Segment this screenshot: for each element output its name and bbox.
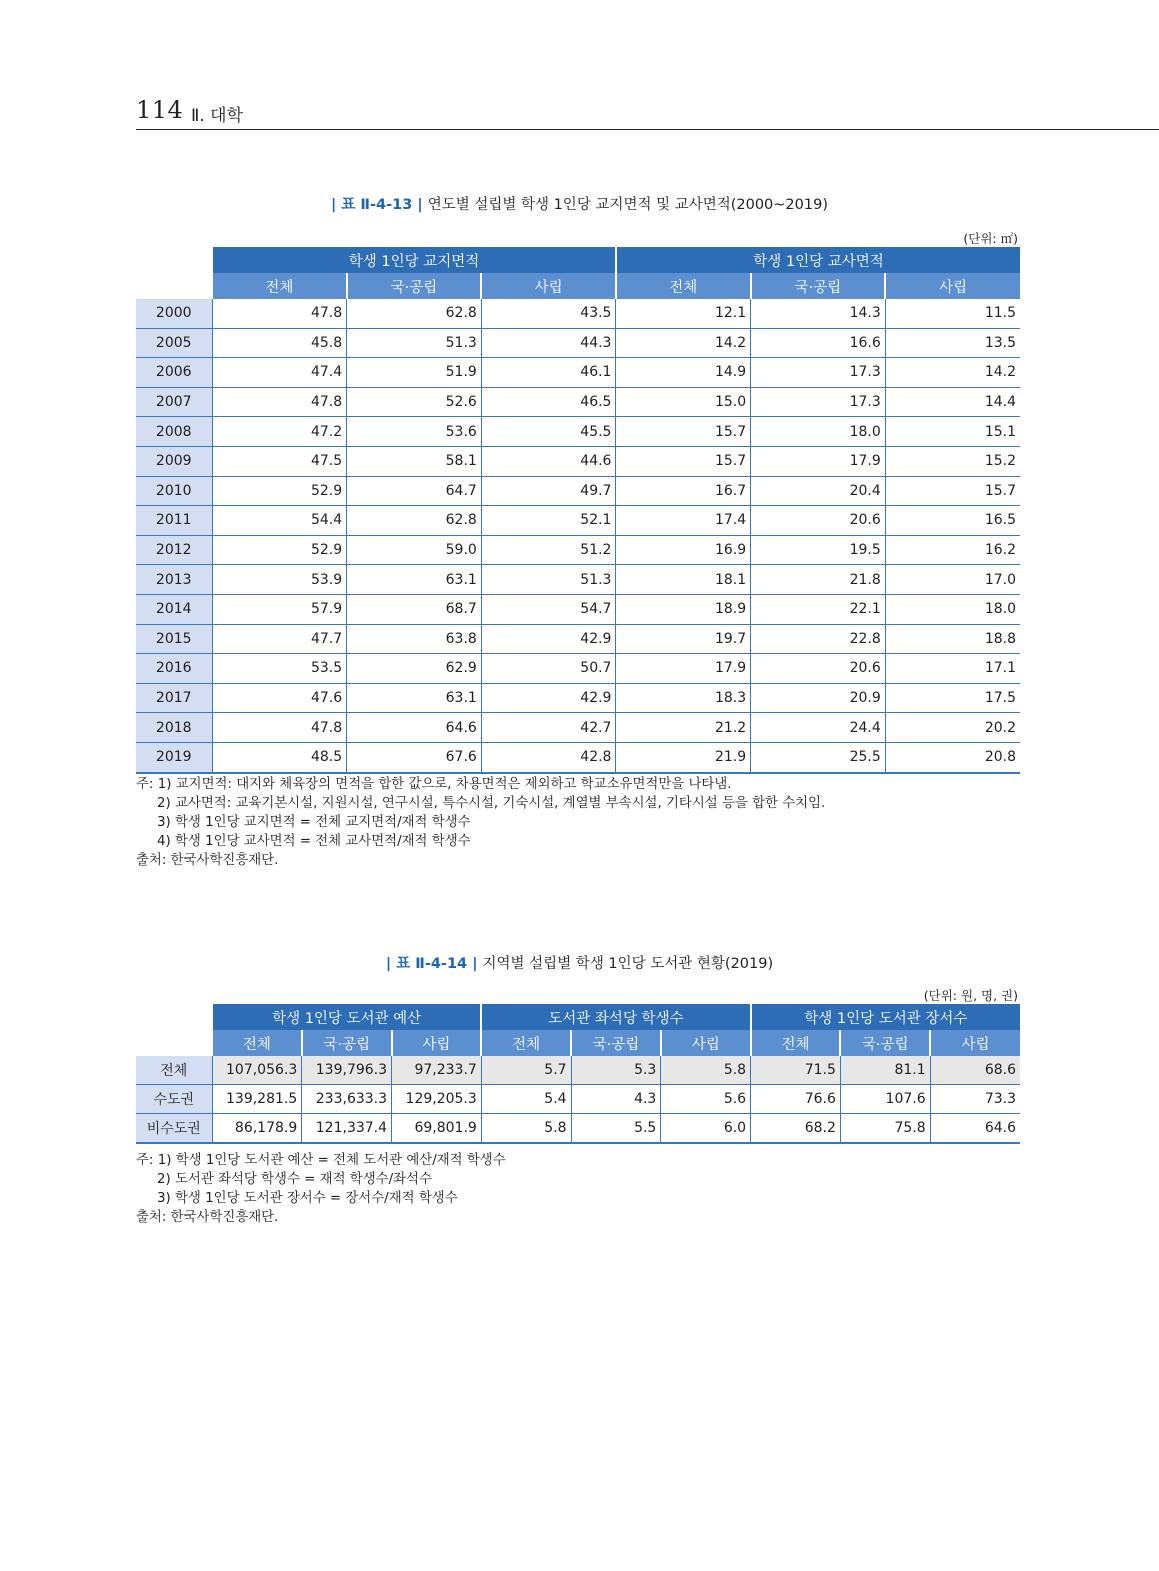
table2-caption: | 표 Ⅱ-4-14 | 지역별 설립별 학생 1인당 도서관 현황(2019)	[385, 956, 774, 972]
table2-cell: 69,801.9	[392, 1114, 482, 1144]
table1-cell: 53.6	[347, 417, 482, 447]
table1-cell: 48.5	[212, 742, 347, 772]
table1-group-header: 학생 1인당 교지면적	[212, 247, 616, 273]
table1-column-header: 전체	[616, 273, 751, 299]
table1-row-label: 2018	[136, 713, 212, 743]
table1-cell: 62.8	[347, 299, 482, 328]
table1-cell: 42.7	[481, 713, 616, 743]
table1-cell: 42.8	[481, 742, 616, 772]
table2-caption-number: 표 Ⅱ-4-14	[396, 956, 468, 972]
table1-cell: 18.1	[616, 565, 751, 595]
table1-row	[136, 328, 1020, 358]
table1-cell: 44.6	[481, 446, 616, 476]
table1-cell: 18.8	[885, 624, 1020, 654]
table1-row-label: 2015	[136, 624, 212, 654]
table2-cell: 5.3	[571, 1056, 661, 1085]
table1-cell: 20.6	[751, 654, 886, 684]
table1-row	[136, 742, 1020, 772]
table1-row-label: 2010	[136, 476, 212, 506]
table1-row-label: 2017	[136, 683, 212, 713]
note-line: 3) 학생 1인당 교지면적 = 전체 교지면적/재적 학생수	[157, 815, 471, 830]
table2-cell: 68.2	[751, 1114, 841, 1144]
table2-column-header: 사립	[392, 1030, 482, 1056]
table1-cell: 47.8	[212, 299, 347, 328]
table1-cell: 54.4	[212, 506, 347, 536]
table1-row	[136, 683, 1020, 713]
table1-cell: 46.5	[481, 387, 616, 417]
table1-row-label: 2014	[136, 594, 212, 624]
table1-row	[136, 476, 1020, 506]
table2-cell: 107,056.3	[212, 1056, 302, 1085]
table1-cell: 51.3	[481, 565, 616, 595]
table1-cell: 59.0	[347, 535, 482, 565]
table1-row-label: 2006	[136, 358, 212, 388]
table2-column-header: 전체	[212, 1030, 302, 1056]
table1-cell: 22.8	[751, 624, 886, 654]
table1-cell: 18.0	[751, 417, 886, 447]
table1-cell: 20.6	[751, 506, 886, 536]
table2-column-header: 전체	[751, 1030, 841, 1056]
table2-cell: 81.1	[840, 1056, 930, 1085]
table1-cell: 14.2	[616, 328, 751, 358]
table1-row	[136, 446, 1020, 476]
table2-cell: 139,796.3	[302, 1056, 392, 1085]
table1-row	[136, 417, 1020, 447]
table2-row-label: 수도권	[136, 1085, 212, 1114]
table1-cell: 44.3	[481, 328, 616, 358]
table2-notes	[136, 1151, 506, 1227]
table1-cell: 15.7	[616, 446, 751, 476]
table1-cell: 67.6	[347, 742, 482, 772]
table1-cell: 47.5	[212, 446, 347, 476]
table2-row	[136, 1114, 1020, 1144]
table2-cell: 129,205.3	[392, 1085, 482, 1114]
table1-cell: 21.2	[616, 713, 751, 743]
table1-cell: 15.1	[885, 417, 1020, 447]
table2-cell: 5.8	[661, 1056, 751, 1085]
table1-cell: 24.4	[751, 713, 886, 743]
note-line: 3) 학생 1인당 도서관 장서수 = 장서수/재적 학생수	[157, 1191, 458, 1206]
table1-cell: 14.9	[616, 358, 751, 388]
note-line: 주: 1) 교지면적: 대지와 체육장의 면적을 합한 값으로, 차용면적은 제외하고 학교소유면적만을 나타냄.	[136, 777, 732, 792]
table1-cell: 42.9	[481, 683, 616, 713]
table1-cell: 17.9	[616, 654, 751, 684]
table1-cell: 17.0	[885, 565, 1020, 595]
table2	[136, 1004, 1020, 1144]
table1-cell: 20.9	[751, 683, 886, 713]
note-line: 2) 도서관 좌석당 학생수 = 재적 학생수/좌석수	[157, 1172, 432, 1187]
table1-row-label: 2008	[136, 417, 212, 447]
table1-cell: 17.9	[751, 446, 886, 476]
table1-cell: 11.5	[885, 299, 1020, 328]
table2-column-header: 국·공립	[840, 1030, 930, 1056]
table1-cell: 54.7	[481, 594, 616, 624]
table2-cell: 121,337.4	[302, 1114, 392, 1144]
table1-row-label: 2016	[136, 654, 212, 684]
table1-cell: 15.2	[885, 446, 1020, 476]
table1-cell: 22.1	[751, 594, 886, 624]
table1-cell: 50.7	[481, 654, 616, 684]
table2-cell: 5.8	[481, 1114, 571, 1144]
table2-cell: 5.6	[661, 1085, 751, 1114]
table1-cell: 13.5	[885, 328, 1020, 358]
table1-cell: 18.0	[885, 594, 1020, 624]
table1-cell: 43.5	[481, 299, 616, 328]
table1-caption: | 표 Ⅱ-4-13 | 연도별 설립별 학생 1인당 교지면적 및 교사면적(2000~2019)	[331, 197, 828, 213]
table1-row-label: 2011	[136, 506, 212, 536]
table1-column-header: 국·공립	[751, 273, 886, 299]
table1-cell: 63.8	[347, 624, 482, 654]
note-line: 4) 학생 1인당 교사면적 = 전체 교사면적/재적 학생수	[157, 834, 471, 849]
table1-corner	[136, 273, 212, 299]
page-number: 114	[136, 96, 184, 124]
table2-column-header: 국·공립	[302, 1030, 392, 1056]
table1-cell: 17.3	[751, 387, 886, 417]
table1-caption-number: 표 Ⅱ-4-13	[341, 197, 413, 213]
table1-cell: 45.5	[481, 417, 616, 447]
table1-row-label: 2009	[136, 446, 212, 476]
table1-cell: 53.5	[212, 654, 347, 684]
table2-column-header: 국·공립	[571, 1030, 661, 1056]
table2-cell: 68.6	[930, 1056, 1020, 1085]
table2-column-header: 사립	[661, 1030, 751, 1056]
table2-cell: 5.4	[481, 1085, 571, 1114]
table2-cell: 107.6	[840, 1085, 930, 1114]
table1-cell: 63.1	[347, 565, 482, 595]
table1-cell: 21.8	[751, 565, 886, 595]
table1-cell: 64.7	[347, 476, 482, 506]
table1-unit: (단위: ㎡)	[963, 231, 1018, 246]
table1-cell: 12.1	[616, 299, 751, 328]
table1-row	[136, 535, 1020, 565]
table1-cell: 47.8	[212, 387, 347, 417]
table1-cell: 16.6	[751, 328, 886, 358]
table1-cell: 17.1	[885, 654, 1020, 684]
table1-column-header: 사립	[885, 273, 1020, 299]
table1-row	[136, 506, 1020, 536]
table1-row-label: 2013	[136, 565, 212, 595]
table2-cell: 4.3	[571, 1085, 661, 1114]
table1-cell: 51.2	[481, 535, 616, 565]
table1-row-label: 2012	[136, 535, 212, 565]
table1-cell: 46.1	[481, 358, 616, 388]
table1-cell: 16.9	[616, 535, 751, 565]
table2-group-header: 학생 1인당 도서관 장서수	[751, 1004, 1020, 1030]
table1-cell: 62.9	[347, 654, 482, 684]
table2-row	[136, 1085, 1020, 1114]
table1-cell: 51.3	[347, 328, 482, 358]
table2-cell: 75.8	[840, 1114, 930, 1144]
table1-cell: 20.8	[885, 742, 1020, 772]
table1-cell: 16.5	[885, 506, 1020, 536]
table1-cell: 62.8	[347, 506, 482, 536]
table2-column-header: 사립	[930, 1030, 1020, 1056]
table1-cell: 52.1	[481, 506, 616, 536]
table1-cell: 16.7	[616, 476, 751, 506]
source-line: 출처: 한국사학진흥재단.	[136, 1210, 279, 1225]
table2-column-header: 전체	[481, 1030, 571, 1056]
table1-cell: 20.2	[885, 713, 1020, 743]
table2-group-header: 학생 1인당 도서관 예산	[212, 1004, 481, 1030]
table1-cell: 15.0	[616, 387, 751, 417]
chapter-title: Ⅱ. 대학	[191, 106, 244, 126]
table1-row	[136, 654, 1020, 684]
table2-corner	[136, 1030, 212, 1056]
table1-cell: 68.7	[347, 594, 482, 624]
table1-cell: 52.6	[347, 387, 482, 417]
table1-cell: 47.7	[212, 624, 347, 654]
table2-caption-title: 지역별 설립별 학생 1인당 도서관 현황(2019)	[482, 956, 774, 972]
table2-cell: 97,233.7	[392, 1056, 482, 1085]
table1-corner	[136, 247, 212, 273]
table1	[136, 247, 1020, 774]
table1-row	[136, 387, 1020, 417]
table1-cell: 47.6	[212, 683, 347, 713]
table2-cell: 73.3	[930, 1085, 1020, 1114]
table1-row-label: 2007	[136, 387, 212, 417]
table1-cell: 19.5	[751, 535, 886, 565]
table1-cell: 16.2	[885, 535, 1020, 565]
table1-cell: 42.9	[481, 624, 616, 654]
table1-cell: 21.9	[616, 742, 751, 772]
table2-cell: 5.5	[571, 1114, 661, 1144]
table1-cell: 57.9	[212, 594, 347, 624]
table1-cell: 14.3	[751, 299, 886, 328]
table2-cell: 76.6	[751, 1085, 841, 1114]
table1-row-label: 2019	[136, 742, 212, 772]
table2-cell: 233,633.3	[302, 1085, 392, 1114]
source-line: 출처: 한국사학진흥재단.	[136, 853, 279, 868]
table1-row	[136, 358, 1020, 388]
table1-row	[136, 713, 1020, 743]
table1-group-header: 학생 1인당 교사면적	[616, 247, 1020, 273]
note-line: 2) 교사면적: 교육기본시설, 지원시설, 연구시설, 특수시설, 기숙시설, 계열별 부속시설, 기타시설 등을 합한 수치임.	[157, 796, 826, 811]
table2-corner	[136, 1004, 212, 1030]
table1-column-header: 국·공립	[347, 273, 482, 299]
table2-unit: (단위: 원, 명, 권)	[923, 988, 1018, 1003]
table1-row	[136, 565, 1020, 595]
table1-cell: 18.3	[616, 683, 751, 713]
table1-cell: 64.6	[347, 713, 482, 743]
table1-cell: 18.9	[616, 594, 751, 624]
table1-cell: 63.1	[347, 683, 482, 713]
table1-cell: 20.4	[751, 476, 886, 506]
table1-cell: 25.5	[751, 742, 886, 772]
table1-cell: 53.9	[212, 565, 347, 595]
table1-cell: 19.7	[616, 624, 751, 654]
table1-cell: 17.4	[616, 506, 751, 536]
table1-column-header: 전체	[212, 273, 347, 299]
table1-cell: 15.7	[616, 417, 751, 447]
table1-cell: 49.7	[481, 476, 616, 506]
table1-cell: 47.8	[212, 713, 347, 743]
table1-cell: 15.7	[885, 476, 1020, 506]
table1-row	[136, 299, 1020, 328]
table1-cell: 45.8	[212, 328, 347, 358]
page-header	[136, 95, 1159, 130]
table1-cell: 47.4	[212, 358, 347, 388]
table1-row-label: 2005	[136, 328, 212, 358]
table1-row-label: 2000	[136, 299, 212, 328]
table1-cell: 17.5	[885, 683, 1020, 713]
table2-row-label: 전체	[136, 1056, 212, 1085]
table1-cell: 52.9	[212, 535, 347, 565]
table2-cell: 86,178.9	[212, 1114, 302, 1144]
table2-cell: 71.5	[751, 1056, 841, 1085]
note-line: 주: 1) 학생 1인당 도서관 예산 = 전체 도서관 예산/재적 학생수	[136, 1153, 506, 1168]
table2-row	[136, 1056, 1020, 1085]
table1-column-header: 사립	[481, 273, 616, 299]
table1-row	[136, 624, 1020, 654]
table1-cell: 52.9	[212, 476, 347, 506]
table1-row	[136, 594, 1020, 624]
table1-caption-title: 연도별 설립별 학생 1인당 교지면적 및 교사면적(2000~2019)	[427, 197, 828, 213]
table2-group-header: 도서관 좌석당 학생수	[481, 1004, 750, 1030]
table2-cell: 139,281.5	[212, 1085, 302, 1114]
table2-cell: 64.6	[930, 1114, 1020, 1144]
table1-cell: 14.2	[885, 358, 1020, 388]
table1-cell: 14.4	[885, 387, 1020, 417]
table1-cell: 51.9	[347, 358, 482, 388]
table2-cell: 5.7	[481, 1056, 571, 1085]
table1-notes	[136, 775, 825, 870]
table1-cell: 17.3	[751, 358, 886, 388]
table1-cell: 58.1	[347, 446, 482, 476]
table2-row-label: 비수도권	[136, 1114, 212, 1144]
table1-cell: 47.2	[212, 417, 347, 447]
table2-cell: 6.0	[661, 1114, 751, 1144]
